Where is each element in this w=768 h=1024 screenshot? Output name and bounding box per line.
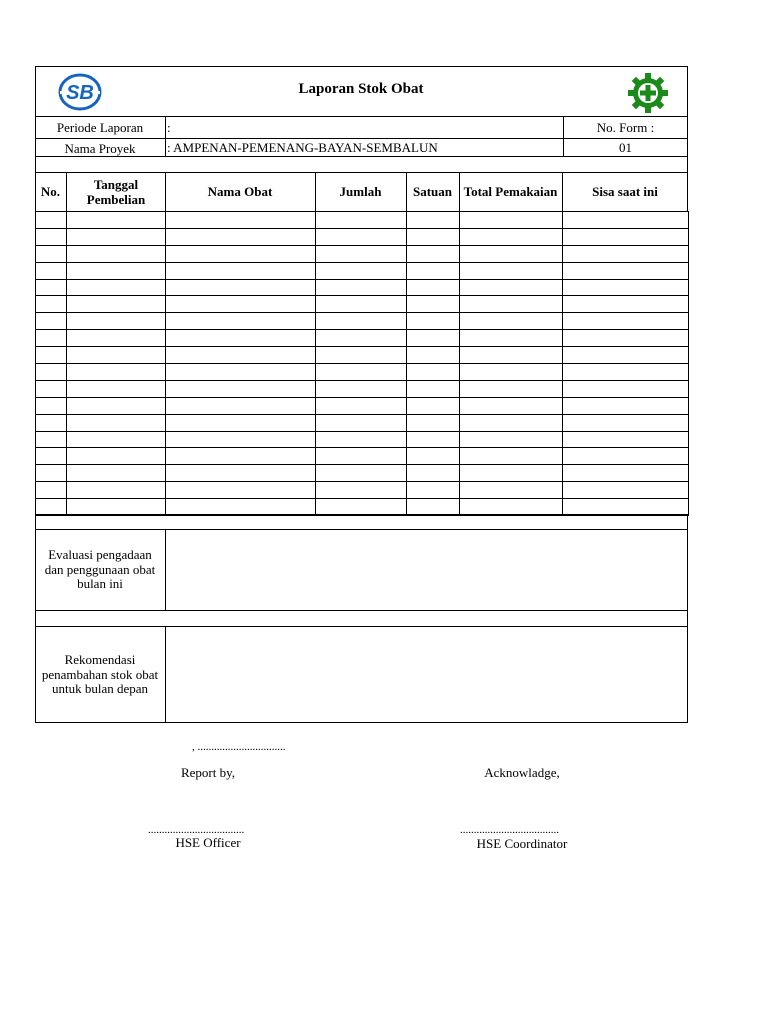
table-cell[interactable] [36, 330, 67, 347]
table-row [36, 262, 689, 279]
table-cell[interactable] [316, 364, 407, 381]
table-cell[interactable] [67, 414, 166, 431]
table-cell[interactable] [166, 431, 316, 448]
project-label: Nama Proyek [64, 141, 136, 156]
table-cell[interactable] [407, 414, 460, 431]
table-cell[interactable] [460, 296, 563, 313]
table-cell[interactable] [563, 397, 689, 414]
table-cell[interactable] [460, 448, 563, 465]
table-cell[interactable] [460, 482, 563, 499]
table-cell[interactable] [67, 364, 166, 381]
table-row [36, 414, 689, 431]
table-row [36, 279, 689, 296]
table-cell[interactable] [563, 499, 689, 516]
table-cell[interactable] [460, 330, 563, 347]
table-cell[interactable] [460, 279, 563, 296]
table-cell[interactable] [166, 397, 316, 414]
table-row [36, 347, 689, 364]
table-cell[interactable] [316, 465, 407, 482]
table-cell[interactable] [563, 296, 689, 313]
table-cell[interactable] [316, 313, 407, 330]
coordinator-signature-line[interactable]: .................................... [460, 824, 559, 836]
officer-signature-line[interactable]: ................................... [148, 824, 245, 836]
table-cell[interactable] [407, 228, 460, 245]
table-row [36, 431, 689, 448]
table-cell[interactable] [67, 347, 166, 364]
table-cell[interactable] [36, 279, 67, 296]
table-cell[interactable] [316, 482, 407, 499]
period-value[interactable]: : [167, 120, 171, 135]
table-cell[interactable] [407, 364, 460, 381]
table-row [36, 465, 689, 482]
table-cell[interactable] [67, 262, 166, 279]
table-cell[interactable] [316, 212, 407, 229]
table-cell[interactable] [166, 212, 316, 229]
table-cell[interactable] [36, 228, 67, 245]
table-cell[interactable] [67, 330, 166, 347]
table-cell[interactable] [460, 313, 563, 330]
table-cell[interactable] [460, 245, 563, 262]
table-cell[interactable] [407, 448, 460, 465]
table-cell[interactable] [166, 448, 316, 465]
table-cell[interactable] [36, 212, 67, 229]
table-cell[interactable] [563, 448, 689, 465]
company-logo [57, 72, 103, 112]
table-cell[interactable] [460, 228, 563, 245]
table-cell[interactable] [36, 380, 67, 397]
table-row [36, 330, 689, 347]
table-cell[interactable] [407, 397, 460, 414]
table-cell[interactable] [460, 431, 563, 448]
table-cell[interactable] [67, 499, 166, 516]
table-cell[interactable] [563, 279, 689, 296]
table-cell[interactable] [563, 364, 689, 381]
table-cell[interactable] [407, 279, 460, 296]
recommendation-field[interactable] [166, 627, 687, 722]
table-cell[interactable] [67, 431, 166, 448]
table-cell[interactable] [407, 330, 460, 347]
header-quantity: Jumlah [339, 184, 382, 199]
table-cell[interactable] [407, 465, 460, 482]
table-cell[interactable] [67, 296, 166, 313]
header-no: No. [40, 184, 61, 199]
header-remaining: Sisa saat ini [592, 184, 658, 199]
table-cell[interactable] [563, 262, 689, 279]
table-cell[interactable] [166, 347, 316, 364]
table-cell[interactable] [460, 397, 563, 414]
table-cell[interactable] [36, 245, 67, 262]
acknowledge-label: Acknowladge, [484, 765, 560, 780]
date-line[interactable]: , ................................ [192, 741, 286, 753]
table-cell[interactable] [316, 414, 407, 431]
table-cell[interactable] [166, 499, 316, 516]
table-cell[interactable] [316, 279, 407, 296]
table-cell[interactable] [316, 262, 407, 279]
table-cell[interactable] [67, 397, 166, 414]
table-cell[interactable] [166, 245, 316, 262]
table-cell[interactable] [36, 414, 67, 431]
table-cell[interactable] [460, 262, 563, 279]
table-cell[interactable] [460, 347, 563, 364]
evaluation-field[interactable] [166, 530, 687, 610]
table-cell[interactable] [316, 431, 407, 448]
table-cell[interactable] [460, 414, 563, 431]
table-cell[interactable] [36, 296, 67, 313]
table-cell[interactable] [36, 499, 67, 516]
header-unit: Satuan [412, 184, 453, 199]
recommendation-label: Rekomendasi penambahan stok obat untuk bulan depan [41, 652, 159, 696]
table-cell[interactable] [316, 448, 407, 465]
table-cell[interactable] [166, 364, 316, 381]
table-cell[interactable] [460, 499, 563, 516]
evaluation-label: Evaluasi pengadaan dan penggunaan obat bulan ini [44, 547, 156, 591]
table-cell[interactable] [166, 330, 316, 347]
table-cell[interactable] [166, 313, 316, 330]
table-row [36, 364, 689, 381]
table-cell[interactable] [563, 347, 689, 364]
table-cell[interactable] [563, 212, 689, 229]
table-cell[interactable] [460, 380, 563, 397]
sb-logo-icon [57, 72, 103, 112]
header-purchase-date: Tanggal Pembelian [86, 177, 146, 207]
header-total-usage: Total Pemakaian [463, 184, 558, 199]
table-row [36, 499, 689, 516]
spacer-row [35, 156, 688, 173]
table-cell[interactable] [67, 279, 166, 296]
table-cell[interactable] [407, 431, 460, 448]
table-cell[interactable] [316, 330, 407, 347]
table-cell[interactable] [563, 414, 689, 431]
table-row [36, 228, 689, 245]
table-cell[interactable] [563, 330, 689, 347]
table-cell[interactable] [460, 465, 563, 482]
medicine-stock-table [35, 211, 689, 516]
table-row [36, 397, 689, 414]
table-cell[interactable] [67, 228, 166, 245]
k3-safety-cross-icon [626, 71, 670, 115]
table-row [36, 212, 689, 229]
table-row [36, 380, 689, 397]
table-cell[interactable] [563, 482, 689, 499]
spacer-row-3 [35, 610, 688, 627]
table-cell[interactable] [36, 431, 67, 448]
table-cell[interactable] [36, 364, 67, 381]
coordinator-title: HSE Coordinator [476, 836, 568, 851]
table-cell[interactable] [67, 465, 166, 482]
table-cell[interactable] [407, 380, 460, 397]
table-cell[interactable] [166, 279, 316, 296]
form-title: Laporan Stok Obat [298, 81, 424, 97]
table-cell[interactable] [166, 296, 316, 313]
table-cell[interactable] [407, 499, 460, 516]
table-cell[interactable] [36, 262, 67, 279]
table-cell[interactable] [563, 465, 689, 482]
table-cell[interactable] [316, 296, 407, 313]
table-cell[interactable] [316, 380, 407, 397]
table-cell[interactable] [36, 482, 67, 499]
table-cell[interactable] [563, 228, 689, 245]
table-cell[interactable] [316, 245, 407, 262]
table-cell[interactable] [460, 364, 563, 381]
table-cell[interactable] [316, 347, 407, 364]
table-cell[interactable] [36, 465, 67, 482]
table-cell[interactable] [407, 313, 460, 330]
table-row [36, 448, 689, 465]
table-cell[interactable] [166, 414, 316, 431]
table-cell[interactable] [563, 313, 689, 330]
table-row [36, 313, 689, 330]
table-cell[interactable] [563, 245, 689, 262]
table-cell[interactable] [166, 482, 316, 499]
table-cell[interactable] [316, 499, 407, 516]
table-cell[interactable] [563, 380, 689, 397]
table-cell[interactable] [460, 212, 563, 229]
table-cell[interactable] [67, 212, 166, 229]
table-cell[interactable] [36, 313, 67, 330]
table-cell[interactable] [407, 212, 460, 229]
table-cell[interactable] [36, 397, 67, 414]
logo-text: SB [66, 82, 94, 104]
form-no-value: 01 [619, 140, 632, 155]
table-cell[interactable] [407, 262, 460, 279]
table-cell[interactable] [407, 347, 460, 364]
project-value[interactable]: : AMPENAN-PEMENANG-BAYAN-SEMBALUN [167, 140, 438, 155]
header-medicine-name: Nama Obat [207, 184, 273, 199]
table-cell[interactable] [67, 313, 166, 330]
spacer-row-2 [35, 514, 688, 530]
table-cell[interactable] [407, 482, 460, 499]
table-cell[interactable] [563, 431, 689, 448]
report-by-label: Report by, [180, 765, 236, 780]
table-cell[interactable] [67, 482, 166, 499]
table-cell[interactable] [407, 245, 460, 262]
form-no-label: No. Form : [596, 120, 655, 135]
table-row [36, 296, 689, 313]
table-cell[interactable] [166, 380, 316, 397]
table-cell[interactable] [166, 465, 316, 482]
period-label: Periode Laporan [56, 120, 144, 135]
table-cell[interactable] [166, 262, 316, 279]
table-cell[interactable] [407, 296, 460, 313]
table-cell[interactable] [67, 380, 166, 397]
table-cell[interactable] [36, 347, 67, 364]
officer-title: HSE Officer [175, 835, 241, 850]
table-cell[interactable] [67, 245, 166, 262]
table-cell[interactable] [36, 448, 67, 465]
table-cell[interactable] [166, 228, 316, 245]
table-cell[interactable] [316, 397, 407, 414]
table-row [36, 245, 689, 262]
table-row [36, 482, 689, 499]
table-cell[interactable] [67, 448, 166, 465]
table-cell[interactable] [316, 228, 407, 245]
